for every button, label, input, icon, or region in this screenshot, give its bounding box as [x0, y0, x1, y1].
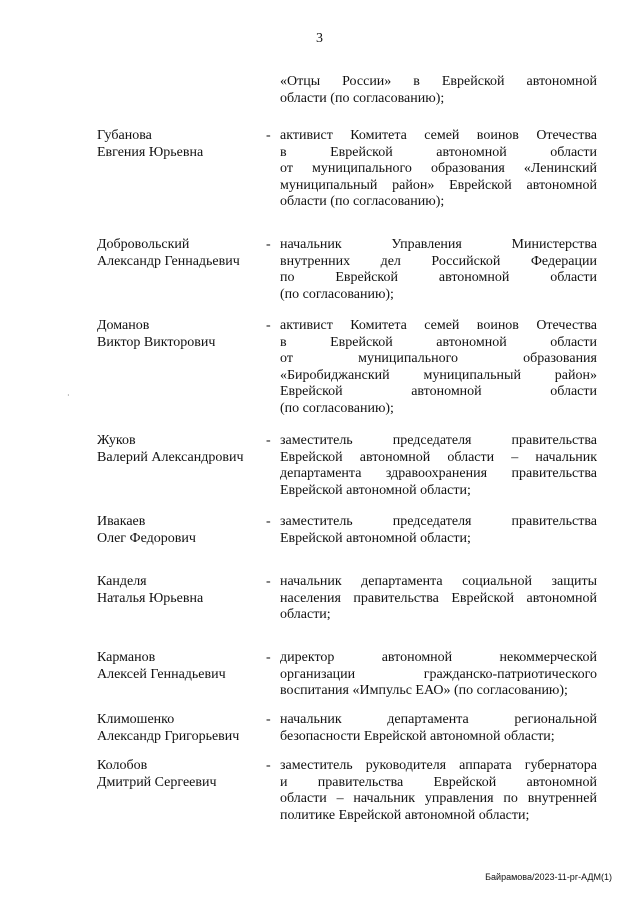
role-line: муниципальный район» Еврейской автономной — [280, 177, 597, 193]
member-role — [280, 758, 597, 824]
entry-dash: - — [266, 758, 271, 773]
member-surname: Жуков — [97, 433, 136, 448]
role-line: заместитель председателя правительства — [280, 433, 597, 448]
role-line: директор автономной некоммерческой — [280, 650, 597, 665]
member-name — [97, 650, 262, 683]
role-line: «Биробиджанский муниципальный район» — [280, 367, 597, 383]
role-line: и правительства Еврейской автономной — [280, 774, 597, 790]
role-line: начальник департамента региональной — [280, 712, 597, 727]
role-line: начальник департамента социальной защиты — [280, 574, 597, 589]
member-name — [97, 128, 262, 161]
entry-dash: - — [266, 574, 271, 589]
entry-dash: - — [266, 128, 271, 143]
member-given-names: Александр Геннадьевич — [97, 253, 240, 269]
role-line: Еврейской автономной области — [280, 384, 597, 399]
member-name — [97, 514, 262, 547]
entry-dash: - — [266, 712, 271, 727]
role-line: Еврейской автономной области; — [280, 482, 471, 498]
role-line: области – начальник управления по внутренней — [280, 791, 597, 806]
entry-dash: - — [266, 318, 271, 333]
role-line: активист Комитета семей воинов Отечества — [280, 128, 597, 143]
member-role — [280, 514, 597, 547]
role-line: начальник Управления Министерства — [280, 237, 597, 252]
member-role — [280, 712, 597, 745]
role-line: от муниципального образования — [280, 351, 597, 366]
margin-speck: · — [67, 391, 70, 400]
member-given-names: Наталья Юрьевна — [97, 590, 204, 606]
member-name — [97, 758, 262, 791]
page-number: 3 — [316, 31, 323, 46]
member-surname: Губанова — [97, 128, 152, 143]
intro-line: области (по согласованию); — [280, 90, 445, 106]
role-line: в Еврейской автономной области — [280, 334, 597, 350]
entry-dash: - — [266, 650, 271, 665]
member-name — [97, 574, 262, 607]
member-role — [280, 318, 597, 417]
role-line: активист Комитета семей воинов Отечества — [280, 318, 597, 333]
role-line: (по согласованию); — [280, 400, 394, 416]
role-line: политике Еврейской автономной области; — [280, 807, 530, 823]
entry-dash: - — [266, 237, 271, 252]
member-role — [280, 650, 597, 700]
member-surname: Карманов — [97, 650, 156, 665]
role-line: воспитания «Импульс ЕАО» (по согласованию); — [280, 683, 568, 698]
role-line: области; — [280, 607, 331, 622]
member-role — [280, 237, 597, 303]
member-surname: Доманов — [97, 318, 150, 333]
role-line: в Еврейской автономной области — [280, 144, 597, 160]
intro-continuation — [280, 74, 597, 107]
role-line: организации гражданско-патриотического — [280, 666, 597, 682]
member-given-names: Александр Григорьевич — [97, 728, 240, 744]
role-line: безопасности Еврейской автономной области; — [280, 728, 555, 744]
role-line: от муниципального образования «Ленинский — [280, 161, 597, 176]
member-role — [280, 433, 597, 499]
member-name — [97, 237, 262, 270]
role-line: заместитель руководителя аппарата губернатора — [280, 758, 597, 773]
role-line: по Еврейской автономной области — [280, 270, 597, 285]
entry-dash: - — [266, 433, 271, 448]
member-role — [280, 128, 597, 211]
role-line: внутренних дел Российской Федерации — [280, 253, 597, 269]
role-line: Еврейской автономной области; — [280, 530, 471, 546]
member-surname: Добровольский — [97, 237, 190, 252]
member-surname: Канделя — [97, 574, 147, 589]
role-line: департамента здравоохранения правительства — [280, 466, 597, 481]
member-role — [280, 574, 597, 624]
member-name — [97, 712, 262, 745]
member-surname: Климошенко — [97, 712, 175, 727]
member-given-names: Дмитрий Сергеевич — [97, 774, 217, 790]
intro-line: «Отцы России» в Еврейской автономной — [280, 74, 597, 89]
member-name — [97, 318, 262, 351]
member-name — [97, 433, 262, 466]
role-line: населения правительства Еврейской автономной — [280, 590, 597, 606]
role-line: (по согласованию); — [280, 286, 394, 302]
footer-document-code: Байрамова/2023-11-рг-АДМ(1) — [485, 872, 612, 882]
role-line: заместитель председателя правительства — [280, 514, 597, 529]
member-given-names: Валерий Александрович — [97, 449, 244, 465]
member-surname: Колобов — [97, 758, 148, 773]
member-given-names: Алексей Геннадьевич — [97, 666, 226, 682]
member-given-names: Евгения Юрьевна — [97, 144, 204, 160]
role-line: Еврейской автономной области – начальник — [280, 449, 597, 465]
role-line: области (по согласованию); — [280, 194, 445, 209]
entry-dash: - — [266, 514, 271, 529]
member-given-names: Олег Федорович — [97, 530, 196, 546]
member-surname: Ивакаев — [97, 514, 146, 529]
member-given-names: Виктор Викторович — [97, 334, 216, 350]
